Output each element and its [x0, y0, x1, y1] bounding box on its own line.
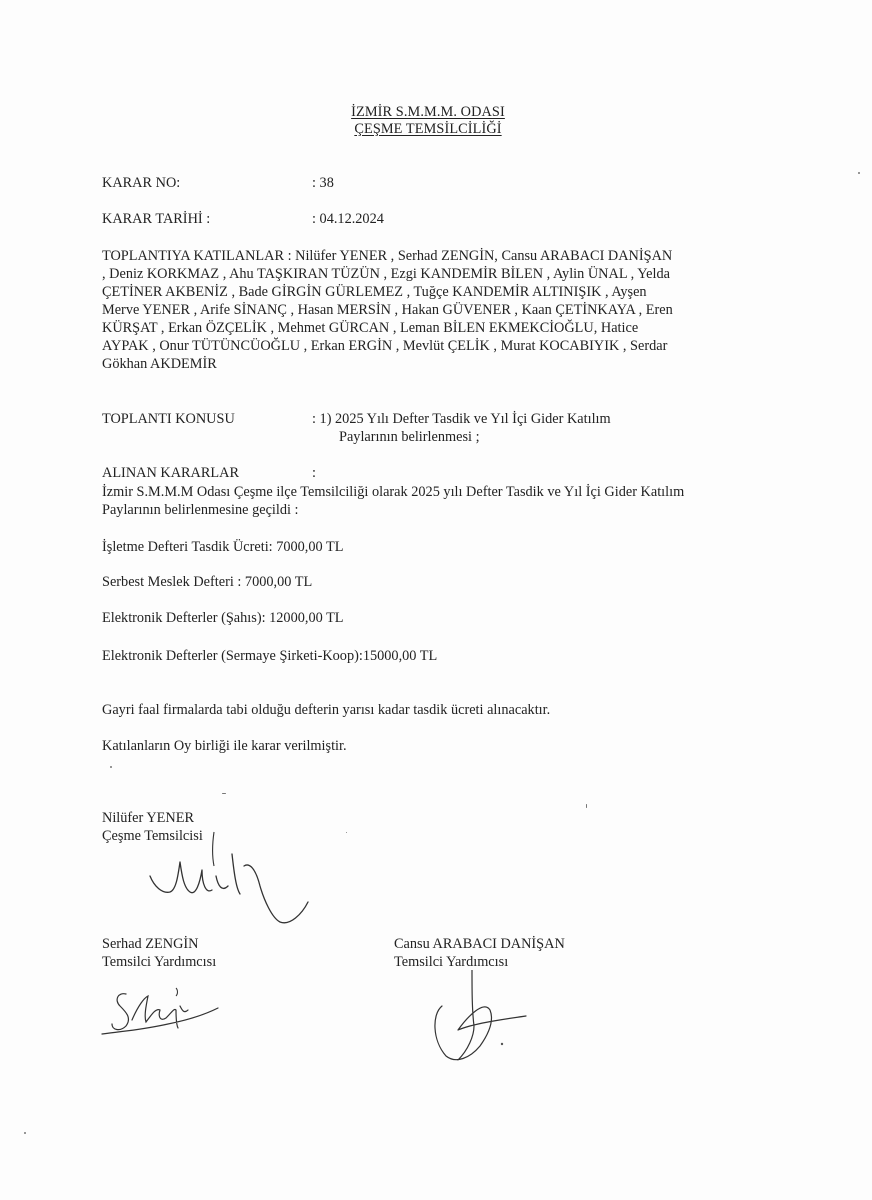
attendees-line: TOPLANTIYA KATILANLAR : Nilüfer YENER , Serhad ZENGİN, Cansu ARABACI DANİŞAN	[102, 248, 673, 264]
signature-2	[96, 980, 226, 1040]
topic-line-1: : 1) 2025 Yılı Defter Tasdik ve Yıl İçi Gider Katılım	[312, 411, 611, 427]
attendees-line: Merve YENER , Arife SİNANÇ , Hasan MERSİN , Hakan GÜVENER , Kaan ÇETİNKAYA , Eren	[102, 302, 673, 318]
signature-1	[140, 826, 320, 926]
decision-date-value: : 04.12.2024	[312, 211, 384, 227]
attendees-line: Gökhan AKDEMİR	[102, 356, 217, 372]
decisions-colon: :	[312, 465, 316, 481]
unanimous-note: Katılanların Oy birliği ile karar verilmiştir.	[102, 738, 347, 754]
decision-no-value: : 38	[312, 175, 334, 191]
org-title: İZMİR S.M.M.M. ODASI	[351, 104, 505, 120]
signatory-name: Serhad ZENGİN	[102, 936, 199, 952]
signatory-title: Temsilci Yardımcısı	[102, 954, 217, 970]
inactive-firms-note: Gayri faal firmalarda tabi olduğu defterin yarısı kadar tasdik ücreti alınacaktır.	[102, 702, 551, 718]
attendees-line: KÜRŞAT , Erkan ÖZÇELİK , Mehmet GÜRCAN , Leman BİLEN EKMEKCİOĞLU, Hatice	[102, 320, 639, 336]
attendees-line: AYPAK , Onur TÜTÜNCÜOĞLU , Erkan ERGİN , Mevlüt ÇELİK , Murat KOCABIYIK , Serdar	[102, 338, 668, 354]
decision-date-label: KARAR TARİHİ :	[102, 211, 211, 227]
decisions-label: ALINAN KARARLAR	[102, 465, 240, 481]
attendees-line: , Deniz KORKMAZ , Ahu TAŞKIRAN TÜZÜN , Ezgi KANDEMİR BİLEN , Aylin ÜNAL , Yelda	[102, 266, 670, 282]
signatory-title: Çeşme Temsilcisi	[102, 828, 203, 844]
scan-speck	[24, 1132, 26, 1134]
scan-speck	[222, 793, 226, 794]
topic-label: TOPLANTI KONUSU	[102, 411, 235, 427]
signature-3	[428, 970, 538, 1070]
scan-speck	[110, 766, 112, 768]
fee-item: İşletme Defteri Tasdik Ücreti: 7000,00 TL	[102, 539, 344, 555]
scan-speck	[586, 804, 587, 808]
decision-no-label: KARAR NO:	[102, 175, 181, 191]
fee-item: Serbest Meslek Defteri : 7000,00 TL	[102, 574, 313, 590]
signatory-title: Temsilci Yardımcısı	[394, 954, 509, 970]
org-subtitle: ÇEŞME TEMSİLCİLİĞİ	[354, 121, 502, 137]
decisions-intro-line-2: Paylarının belirlenmesine geçildi :	[102, 502, 299, 518]
fee-item: Elektronik Defterler (Sermaye Şirketi-Koop):15000,00 TL	[102, 648, 438, 664]
attendees-line: ÇETİNER AKBENİZ , Bade GİRGİN GÜRLEMEZ , Tuğçe KANDEMİR ALTINIŞIK , Ayşen	[102, 284, 647, 300]
decisions-intro-line-1: İzmir S.M.M.M Odası Çeşme ilçe Temsilciliği olarak 2025 yılı Defter Tasdik ve Yıl İçi Gider Katılım	[102, 484, 685, 500]
scan-speck	[346, 832, 347, 833]
signatory-name: Cansu ARABACI DANİŞAN	[394, 936, 565, 952]
topic-line-2: Paylarının belirlenmesi ;	[339, 429, 480, 445]
fee-item: Elektronik Defterler (Şahıs): 12000,00 TL	[102, 610, 344, 626]
signatory-name: Nilüfer YENER	[102, 810, 194, 826]
scan-speck	[858, 172, 860, 174]
